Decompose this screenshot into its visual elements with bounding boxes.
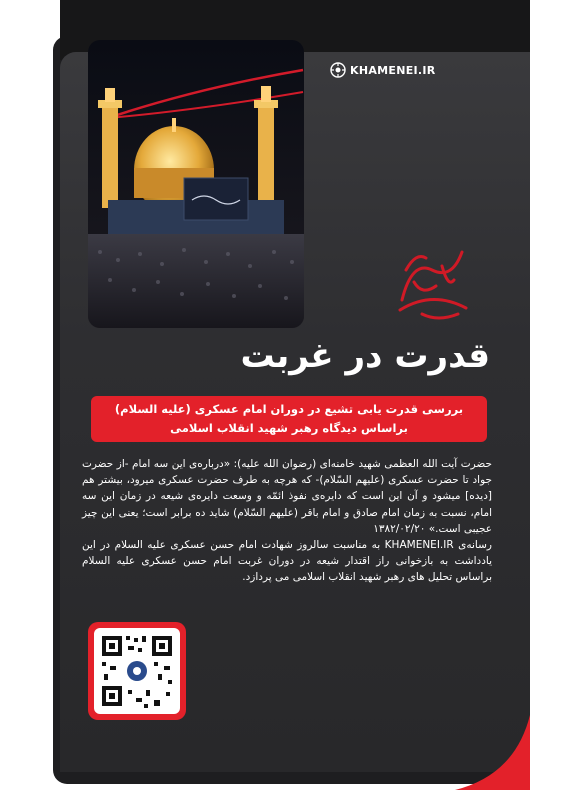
qr-code-frame[interactable] xyxy=(88,622,186,720)
article-body xyxy=(82,456,492,616)
calligraphy-emblem-icon xyxy=(392,240,472,324)
khamenei-logo xyxy=(330,58,438,82)
subtitle-banner: بررسی قدرت یابی تشیع در دوران امام عسکری (علیه السلام) براساس دیدگاه رهبر شهید انقلاب اسلامی xyxy=(91,396,487,442)
corner-accent xyxy=(455,715,530,790)
page-title: قدرت در غربت xyxy=(240,336,490,376)
shrine-photo xyxy=(88,40,304,328)
quote-paragraph: حضرت آیت الله العظمی شهید خامنه‌ای (رضوان الله علیه): «درباره‌ی این سه امام -از حضرت جواد تا حضرت عسکری (علیهم السّلام)- که هرچه به طرف حضرت عسکری میرود، بیشتر هم [دیده] میشود و آن این است که دایره‌ی نفوذ ائمّه و وسعت دایره‌ی شیعه در زمان این سه امام، نسبت به زمان امام صادق و امام باقر (علیهم السّلام) شاید ده برابر است؛ یعنی این چیز عجیبی است.» ۱۳۸۲/۰۲/۲۰ xyxy=(82,458,492,535)
intro-paragraph: رسانه‌ی KHAMENEI.IR به مناسبت سالروز شهادت امام حسن عسکری علیه السلام در این یادداشت به بازخوانی راز اقتدار شیعه در دوران غربت امام حسن عسکری علیه السلام براساس تحلیل های رهبر شهید انقلاب اسلامی می پردازد. xyxy=(82,539,492,584)
khamenei-emblem-icon xyxy=(330,62,346,78)
qr-code-icon xyxy=(94,628,180,714)
logo-text: KHAMENEI.IR xyxy=(350,63,436,77)
